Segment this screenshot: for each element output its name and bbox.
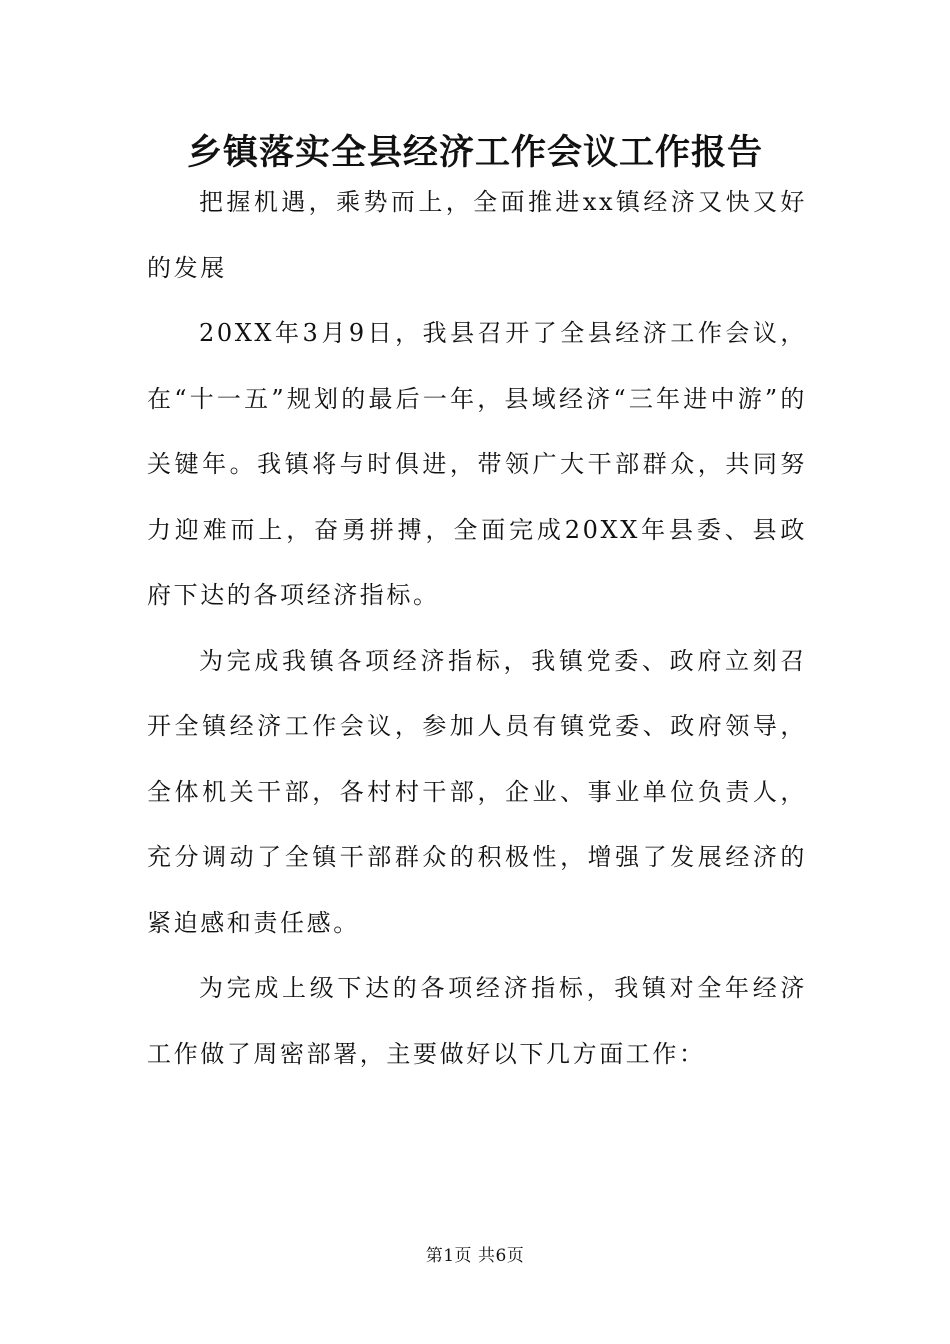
paragraph-deployment: 为完成上级下达的各项经济指标，我镇对全年经济工作做了周密部署，主要做好以下几方面工作：: [147, 974, 807, 1068]
paragraph-meeting: 20XX年3月9日，我县召开了全县经济工作会议，在“十一五”规划的最后一年，县域经济“三年进中游”的关键年。我镇将与时俱进，带领广大干部群众，共同努力迎难而上，奋勇拼搏，全面完成20XX年县委、县政府下达的各项经济指标。: [147, 319, 807, 609]
page-number-footer: 第1页 共6页: [425, 1246, 525, 1266]
paragraph-mobilization: 为完成我镇各项经济指标，我镇党委、政府立刻召开全镇经济工作会议，参加人员有镇党委、政府领导，全体机关干部，各村村干部，企业、事业单位负责人，充分调动了全镇干部群众的积极性，增强了发展经济的紧迫感和责任感。: [147, 646, 807, 937]
document-body: [147, 170, 807, 1087]
paragraph-subtitle: 把握机遇，乘势而上，全面推进xx镇经济又快又好的发展: [147, 188, 807, 282]
document-title: 乡镇落实全县经济工作会议工作报告: [186, 132, 763, 173]
